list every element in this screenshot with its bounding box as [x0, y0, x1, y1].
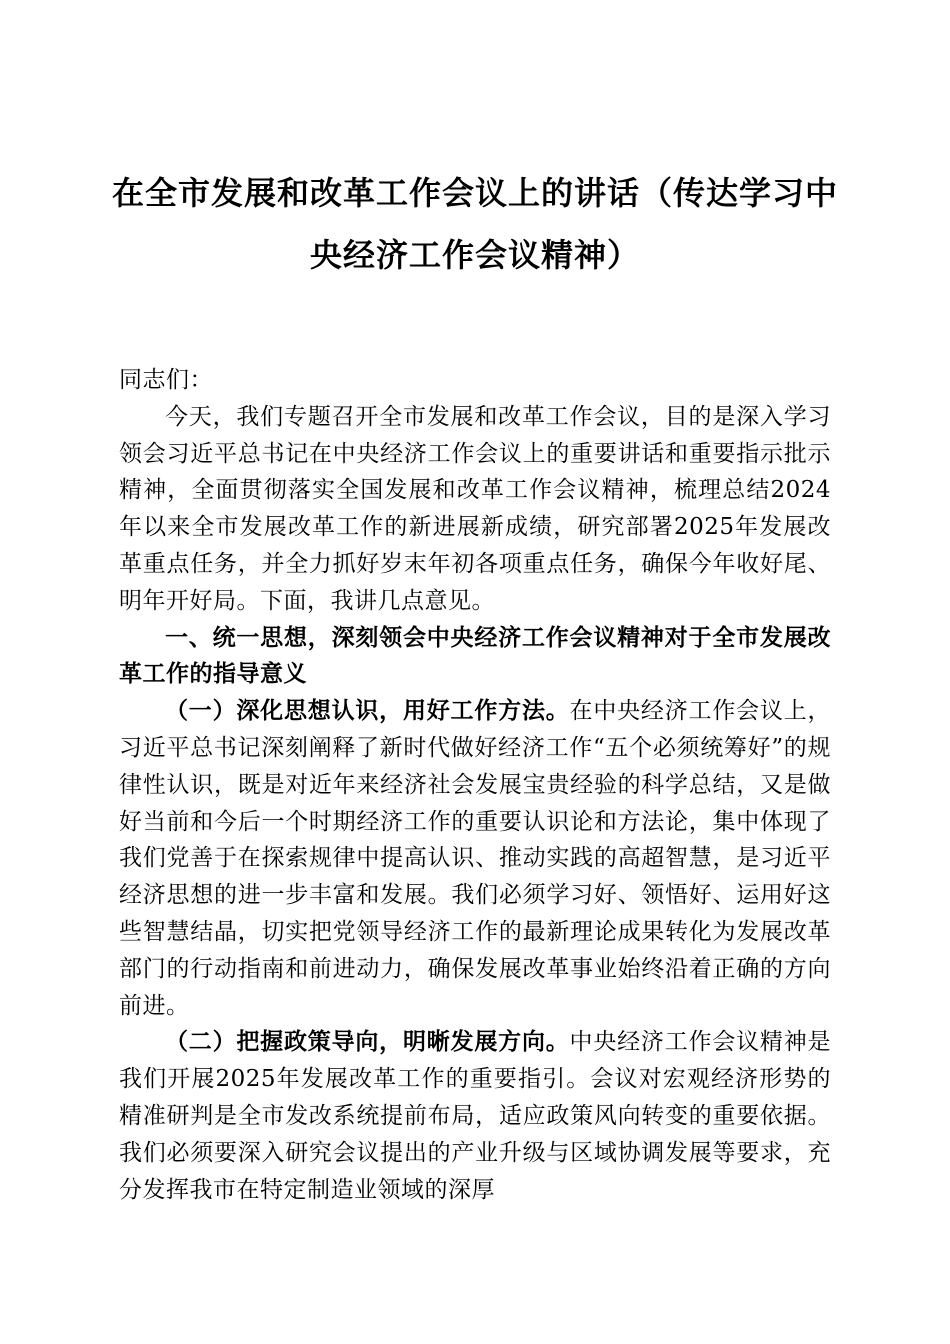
intro-paragraph: 今天，我们专题召开全市发展和改革工作会议，目的是深入学习领会习近平总书记在中央经济工作会议上的重要讲话和重要指示批示精神，全面贯彻落实全国发展和改革工作会议精神，梳理总结2024年以来全市发展改革工作的新进展新成绩，研究部署2025年发展改革重点任务，并全力抓好岁末年初各项重点任务，确保今年收好尾、明年开好局。下面，我讲几点意见。 [119, 403, 831, 614]
subsection-lead-2: （二）把握政策导向，明晰发展方向。 [165, 1028, 570, 1056]
document-body [119, 362, 831, 1208]
subsection-lead-1: （一）深化思想认识，用好工作方法。 [165, 697, 570, 725]
section-heading-1: 一、统一思想，深刻领会中央经济工作会议精神对于全市发展改革工作的指导意义 [119, 624, 831, 688]
subsection-body-1: 在中央经济工作会议上，习近平总书记深刻阐释了新时代做好经济工作“五个必须统筹好”的规律性认识，既是对近年来经济社会发展宝贵经验的科学总结，又是做好当前和今后一个时期经济工作的重要认识论和方法论，集中体现了我们党善于在探索规律中提高认识、推动实践的高超智慧，是习近平经济思想的进一步丰富和发展。我们必须学习好、领悟好、运用好这些智慧结晶，切实把党领导经济工作的最新理论成果转化为发展改革部门的行动指南和前进动力，确保发展改革事业始终沿着正确的方向前进。 [119, 698, 832, 1019]
subsection-paragraph-1 [119, 693, 831, 1024]
subsection-paragraph-2 [119, 1024, 831, 1208]
salutation: 同志们： [119, 367, 213, 393]
document-title: 在全市发展和改革工作会议上的讲话（传达学习中央经济工作会议精神） [111, 174, 838, 274]
subsection-body-2: 中央经济工作会议精神是我们开展2025年发展改革工作的重要指引。会议对宏观经济形势的精准研判是全市发改系统提前布局，适应政策风向转变的重要依据。我们必须要深入研究会议提出的产业升级与区域协调发展等要求，充分发挥我市在特定制造业领域的深厚 [119, 1029, 832, 1203]
